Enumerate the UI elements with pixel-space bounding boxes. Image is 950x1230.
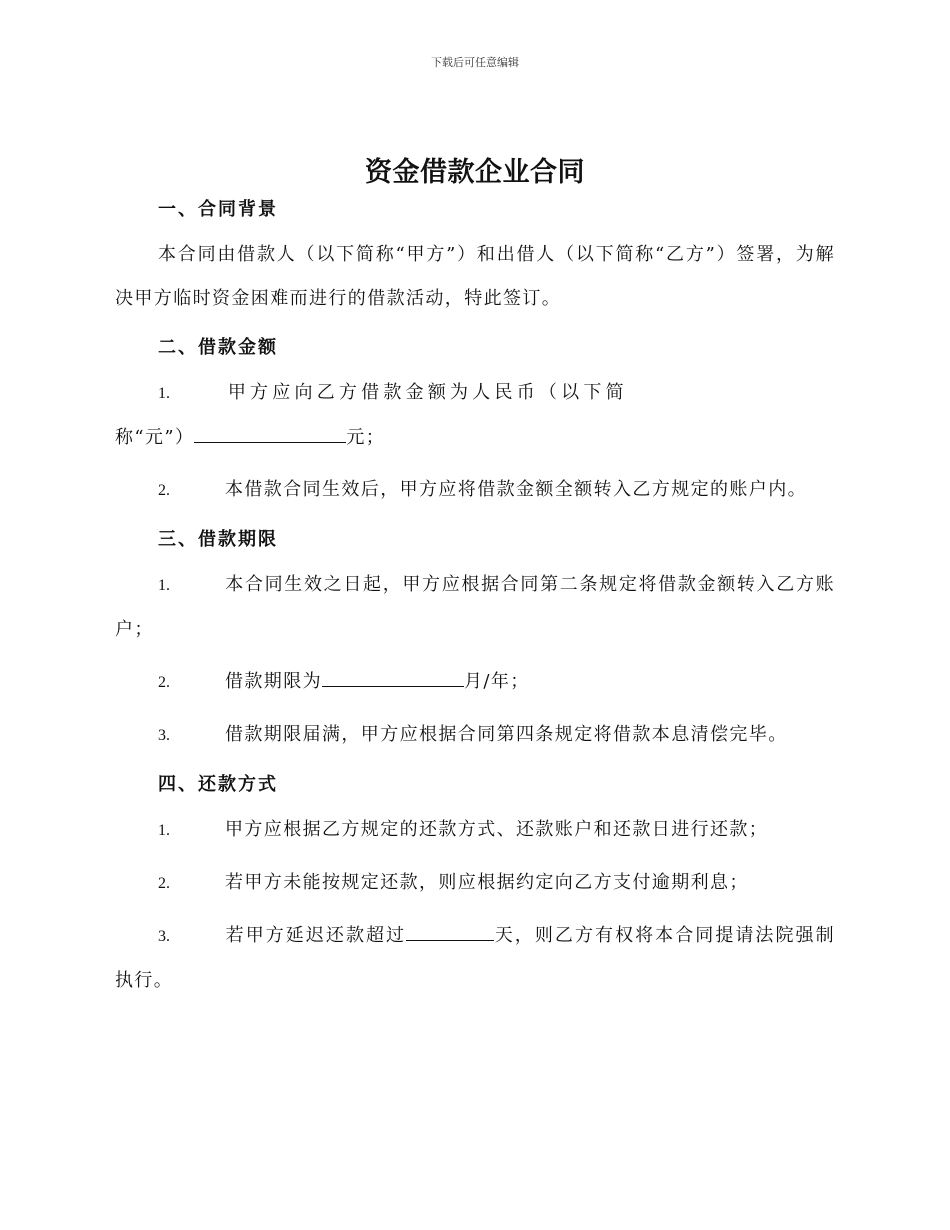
item-number: 2. — [158, 482, 170, 499]
item-text: 若甲方未能按规定还款，则应根据约定向乙方支付逾期利息； — [225, 872, 749, 893]
item-text: 甲方应根据乙方规定的还款方式、还款账户和还款日进行还款； — [225, 819, 769, 840]
item-text: 天，则乙方有权将本合同提请法院强制执行。 — [115, 925, 835, 991]
item-number: 3. — [158, 928, 170, 945]
item-text: 借款期限届满，甲方应根据合同第四条规定将借款本息清偿完毕。 — [225, 724, 788, 745]
item-number: 2. — [158, 674, 170, 691]
item-number: 1. — [158, 385, 170, 402]
section-heading-repayment: 四、还款方式 — [158, 774, 278, 795]
item-text: 元； — [346, 427, 386, 448]
item-number: 1. — [158, 822, 170, 839]
item-number: 2. — [158, 875, 170, 892]
item-text: 本借款合同生效后，甲方应将借款金额全额转入乙方规定的账户内。 — [225, 479, 807, 500]
amount-item-2 — [115, 468, 835, 513]
item-number: 1. — [158, 577, 170, 594]
item-text: 本合同生效之日起，甲方应根据合同第二条规定将借款金额转入乙方账户； — [115, 574, 835, 640]
document-title: 资金借款企业合同 — [365, 157, 585, 188]
document-body — [115, 195, 835, 1003]
background-paragraph: 本合同由借款人（以下简称“甲方”）和出借人（以下简称“乙方”）签署，为解决甲方临时资金困难而进行的借款活动，特此签订。 — [115, 244, 835, 309]
item-text: 月/年； — [464, 671, 530, 692]
term-item-3 — [115, 713, 835, 758]
header-note: 下载后可任意编辑 — [431, 56, 519, 69]
item-text: 若甲方延迟还款超过 — [225, 925, 407, 946]
item-text: 甲方应向乙方借款金额为人民币（以下简称“元”） — [115, 382, 625, 448]
term-blank-field[interactable] — [322, 666, 464, 687]
section-heading-background: 一、合同背景 — [158, 199, 278, 220]
days-blank-field[interactable] — [406, 920, 494, 941]
term-item-1 — [115, 563, 835, 652]
section-heading-term: 三、借款期限 — [158, 529, 278, 550]
term-item-2 — [115, 660, 835, 705]
repayment-item-3 — [115, 914, 835, 1003]
amount-blank-field[interactable] — [194, 422, 346, 443]
item-number: 3. — [158, 727, 170, 744]
repayment-item-1 — [115, 808, 835, 853]
section-heading-amount: 二、借款金额 — [158, 337, 278, 358]
repayment-item-2 — [115, 861, 835, 906]
amount-item-1 — [115, 371, 835, 460]
item-text: 借款期限为 — [225, 671, 322, 692]
